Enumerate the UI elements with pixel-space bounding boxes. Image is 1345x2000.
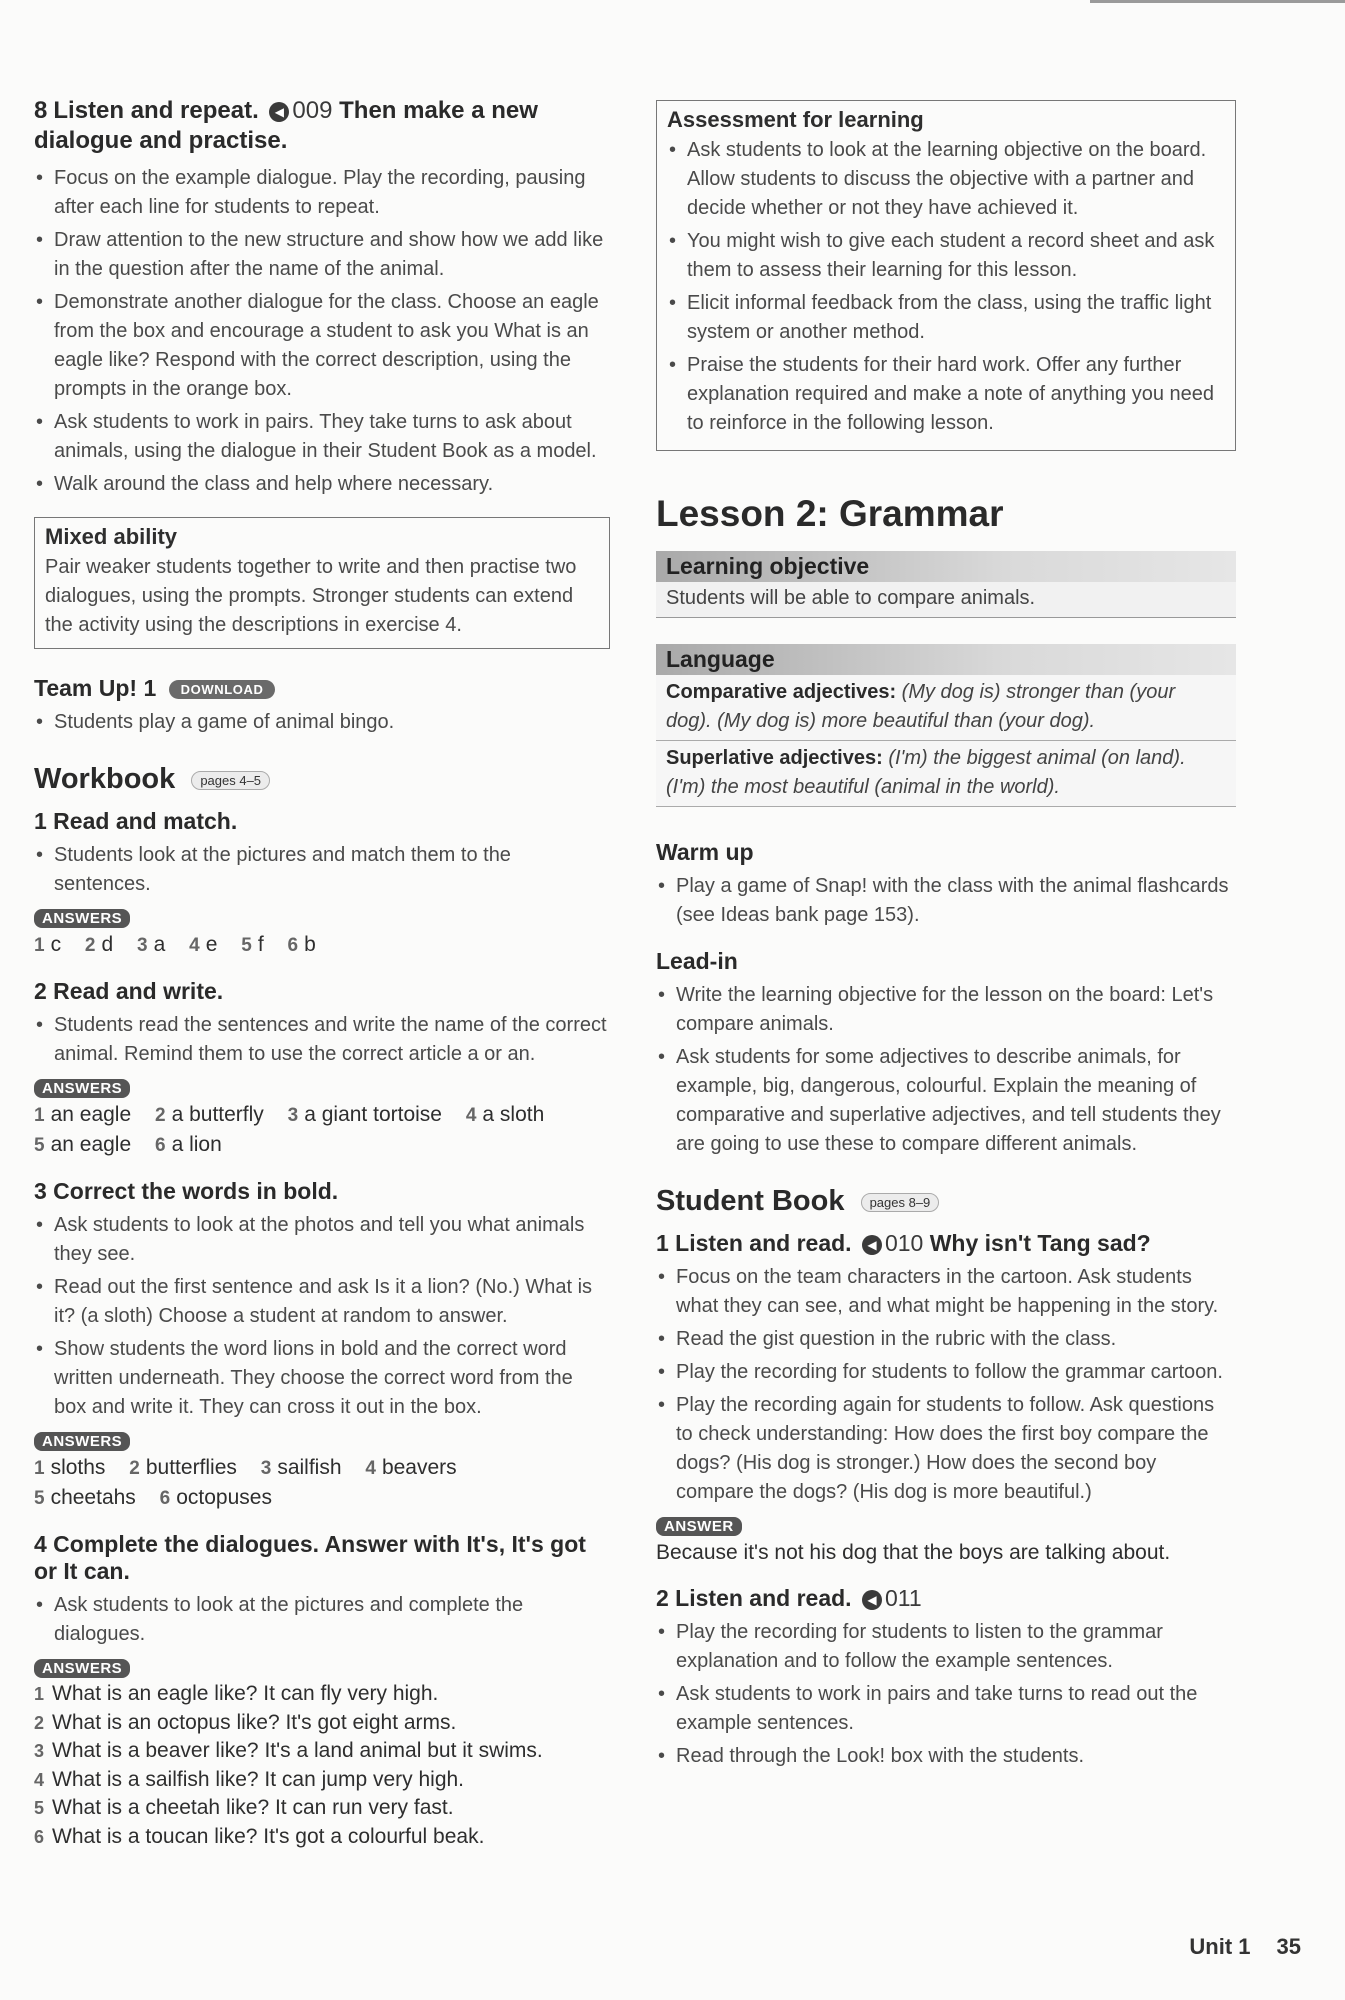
track-number: 011	[884, 1585, 922, 1611]
team-up-heading	[34, 675, 610, 702]
bullet-item: • Students look at the pictures and match them to the sentences.	[34, 841, 610, 899]
left-column	[34, 96, 610, 1851]
bullet-item: • Write the learning objective for the lesson on the board: Let's compare animals.	[656, 981, 1236, 1039]
answer-value: c	[50, 933, 62, 956]
answer-number: 1	[34, 1684, 45, 1704]
answer-text: Because it's not his dog that the boys are talking about.	[656, 1541, 1171, 1564]
workbook-exercise-2	[34, 978, 610, 1160]
answer-number: 5	[34, 1135, 45, 1156]
answer-value: a sloth	[482, 1103, 545, 1126]
answer-number: 2	[34, 1712, 45, 1733]
exercise-title-text: 3 Correct the words in	[34, 1178, 284, 1204]
exercise-bullets	[34, 1211, 610, 1422]
bullet-item: • Ask students for some adjectives to describe animals, for example, big, dangerous, colourful. Explain the meaning of comparative and superlative adjectives, and tell students they are going to use these to compare different animals.	[656, 1043, 1236, 1159]
answer-number: 1	[34, 1105, 45, 1126]
exercise-title: 2 Read and write.	[34, 978, 224, 1004]
exercise-bullets	[656, 1618, 1236, 1771]
answer-value: an eagle	[50, 1103, 132, 1126]
answer-value: f	[257, 933, 264, 956]
answers-badge: ANSWERS	[34, 1659, 130, 1678]
exercise-title-cont: Then make a new dialogue and practise.	[34, 97, 538, 154]
exercise-8-bullets	[34, 164, 610, 499]
bullet-item: • Ask students to look at the learning objective on the board. Allow students to discuss the objective with a partner and decide whether or not they have achieved it.	[667, 136, 1225, 223]
bullet-item: • Elicit informal feedback from the class, using the traffic light system or another method.	[667, 289, 1225, 347]
answer-number: 2	[155, 1105, 166, 1126]
language-box	[656, 644, 1236, 807]
bullet-item: • Walk around the class and help where necessary.	[34, 470, 610, 499]
answer-number: 4	[465, 1105, 477, 1126]
learning-objective-box	[656, 551, 1236, 618]
exercise-8	[34, 96, 610, 499]
answer-item	[34, 1737, 610, 1766]
exercise-title: 2 Listen and read.	[656, 1585, 852, 1611]
answers-badge: ANSWERS	[34, 909, 130, 928]
workbook-title: Workbook	[34, 763, 176, 795]
exercise-bullets	[34, 841, 610, 899]
mixed-ability-title: Mixed ability	[45, 524, 178, 549]
answer-item	[34, 1766, 610, 1795]
answer-value: butterflies	[145, 1456, 237, 1479]
answer-number: 3	[260, 1458, 272, 1479]
download-pill[interactable]: DOWNLOAD	[169, 680, 276, 699]
language-example: (I'm) the biggest animal (on land). (I'm) the most beautiful (animal in the world).	[666, 747, 1186, 798]
bullet-item: • Ask students to look at the photos and tell you what animals they see.	[34, 1211, 610, 1269]
workbook-exercise-3	[34, 1178, 610, 1513]
exercise-number: 8	[34, 97, 48, 124]
answer-item	[34, 1709, 610, 1738]
mixed-ability-box	[34, 517, 610, 649]
bullet-item: • Ask students to work in pairs. They take turns to ask about animals, using the dialogue in their Student Book as a model.	[34, 408, 610, 466]
answer-number: 2	[84, 935, 96, 956]
answer-number: 5	[241, 935, 252, 956]
answer-value: octopuses	[176, 1486, 272, 1509]
track-number: 009	[292, 97, 333, 124]
answer-value: a butterfly	[171, 1103, 264, 1126]
student-book-title: Student Book	[656, 1185, 845, 1217]
answer-value: d	[101, 933, 114, 956]
answer-number: 1	[34, 935, 45, 956]
team-up-title: Team Up! 1	[34, 675, 157, 701]
language-label: Comparative adjectives:	[666, 681, 897, 703]
answers-row	[34, 930, 610, 960]
answers-row	[34, 1453, 610, 1483]
answer-number: 6	[159, 1488, 171, 1509]
unit-label: Unit 1	[1189, 1934, 1251, 1959]
audio-icon: ◀	[862, 1235, 882, 1255]
answer-number: 3	[137, 935, 148, 956]
answer-value: a giant tortoise	[304, 1103, 442, 1126]
lesson-title: Lesson 2: Grammar	[656, 493, 1004, 534]
answer-number: 1	[34, 1458, 45, 1479]
answer-value: a lion	[171, 1133, 222, 1156]
bullet-item: • Read through the Look! box with the students.	[656, 1742, 1236, 1771]
answer-value: an eagle	[50, 1133, 132, 1156]
answer-number: 3	[34, 1741, 45, 1761]
assessment-title: Assessment for learning	[667, 107, 924, 132]
team-up-bullets	[34, 708, 610, 737]
track-number: 010	[884, 1230, 924, 1256]
warm-up-title: Warm up	[656, 839, 754, 865]
bullet-item: • Read out the first sentence and ask Is it a lion? (No.) What is it? (a sloth) Choose a student at random to answer.	[34, 1273, 610, 1331]
answer-number: 3	[287, 1105, 299, 1126]
exercise-title-bold: bold.	[283, 1178, 339, 1204]
workbook-heading	[34, 763, 610, 796]
bullet-item: • You might wish to give each student a record sheet and ask them to assess their learning for this lesson.	[667, 227, 1225, 285]
student-book-section	[656, 1185, 1236, 1771]
answer-value: What is an eagle like? It can fly very high.	[52, 1682, 439, 1705]
bullet-item: • Ask students to work in pairs and take turns to read out the example sentences.	[656, 1680, 1236, 1738]
answers-row	[34, 1100, 610, 1130]
answer-number: 5	[34, 1798, 45, 1818]
answer-value: What is an octopus like? It's got eight arms.	[52, 1710, 457, 1734]
answer-number: 4	[34, 1769, 45, 1790]
answer-value: sloths	[50, 1456, 106, 1479]
student-book-pages-pill: pages 8–9	[861, 1193, 940, 1212]
exercise-8-heading	[34, 96, 610, 156]
bullet-item: • Students play a game of animal bingo.	[34, 708, 610, 737]
exercise-title	[34, 1178, 610, 1205]
answers-row	[34, 1483, 610, 1513]
bullet-item: • Demonstrate another dialogue for the class. Choose an eagle from the box and encourage a student to ask you What is an eagle like? Respond with the correct description, using the prompts in the orange box.	[34, 288, 610, 404]
answer-item	[34, 1680, 610, 1709]
page-number: 35	[1276, 1934, 1301, 1959]
bullet-item: • Praise the students for their hard work. Offer any further explanation required and make a note of anything you need to reinforce in the following lesson.	[667, 351, 1225, 438]
answer-value: b	[304, 933, 316, 956]
bullet-item: • Play the recording again for students to follow. Ask questions to check understanding: How does the first boy compare the dogs? (His dog is stronger.) How does the second boy compare the dogs? (His dog is more beautiful.)	[656, 1391, 1236, 1507]
language-row	[656, 675, 1236, 741]
bullet-item: • Play the recording for students to listen to the grammar explanation and to follow the example sentences.	[656, 1618, 1236, 1676]
exercise-title: Listen and repeat.	[53, 97, 259, 124]
exercise-title: 4 Complete the dialogues. Answer with It's, It's got or It can.	[34, 1531, 586, 1584]
answers-row	[34, 1130, 610, 1160]
team-up-section	[34, 675, 610, 737]
answer-number: 4	[189, 935, 200, 956]
language-label: Superlative adjectives:	[666, 747, 883, 769]
answers-badge: ANSWERS	[34, 1079, 130, 1098]
mixed-ability-text: Pair weaker students together to write and then practise two dialogues, using the prompts. Stronger students can extend the activity using the descriptions in exercise 4.	[45, 556, 577, 636]
answer-number: 6	[34, 1826, 45, 1847]
answer-number: 2	[129, 1458, 140, 1479]
bullet-item: • Students read the sentences and write the name of the correct animal. Remind them to use the correct article a or an.	[34, 1011, 610, 1069]
answer-value: e	[205, 933, 218, 956]
learning-objective-text: Students will be able to compare animals.	[656, 582, 1236, 618]
exercise-bullets	[656, 1263, 1236, 1507]
top-rule	[1090, 0, 1345, 3]
student-book-heading	[656, 1185, 1236, 1218]
answer-value: What is a beaver like? It's a land animal but it swims.	[52, 1739, 543, 1762]
language-example: (My dog is) stronger than (your dog). (My dog is) more beautiful than (your dog).	[666, 681, 1176, 732]
answer-item	[34, 1823, 610, 1852]
answers-badge: ANSWERS	[34, 1432, 130, 1451]
assessment-box	[656, 100, 1236, 451]
lead-in-title: Lead-in	[656, 948, 738, 974]
bullet-item: • Show students the word lions in bold and the correct word written underneath. They choose the correct word from the box and write it. They can cross it out in the box.	[34, 1335, 610, 1422]
page-footer	[1189, 1934, 1301, 1960]
answer-value: a	[153, 933, 166, 956]
bullet-item: • Ask students to look at the pictures and complete the dialogues.	[34, 1591, 610, 1649]
assessment-bullets	[667, 136, 1225, 438]
exercise-title-cont: Why isn't Tang sad?	[929, 1230, 1151, 1256]
answer-number: 6	[287, 935, 299, 956]
answers-list	[34, 1680, 610, 1851]
workbook-pages-pill: pages 4–5	[191, 771, 270, 790]
student-book-exercise-2	[656, 1585, 1236, 1771]
answer-number: 6	[155, 1135, 166, 1156]
answer-value: What is a sailfish like? It can jump very high.	[52, 1767, 465, 1791]
answer-item	[34, 1794, 610, 1823]
workbook-section	[34, 763, 610, 1851]
answer-number: 5	[34, 1488, 45, 1509]
right-column	[656, 96, 1236, 1775]
answer-badge: ANSWER	[656, 1517, 742, 1536]
answer-value: beavers	[381, 1456, 457, 1479]
bullet-item: • Play a game of Snap! with the class with the animal flashcards (see Ideas bank page 153).	[656, 872, 1236, 930]
workbook-exercise-4	[34, 1531, 610, 1851]
learning-objective-title: Learning objective	[656, 551, 1236, 582]
bullet-item: • Read the gist question in the rubric with the class.	[656, 1325, 1236, 1354]
language-row	[656, 741, 1236, 807]
exercise-heading	[656, 1230, 1236, 1257]
bullet-item: • Focus on the team characters in the cartoon. Ask students what they can see, and what might be happening in the story.	[656, 1263, 1236, 1321]
answer-value: What is a toucan like? It's got a colourful beak.	[52, 1824, 485, 1848]
exercise-heading	[656, 1585, 1236, 1612]
exercise-title: 1 Read and match.	[34, 808, 238, 834]
answer-value: sailfish	[277, 1456, 342, 1479]
lead-in-bullets	[656, 981, 1236, 1159]
exercise-bullets	[34, 1011, 610, 1069]
answer-value: cheetahs	[50, 1486, 136, 1509]
bullet-item: • Draw attention to the new structure and show how we add like in the question after the name of the animal.	[34, 226, 610, 284]
lead-in-section	[656, 948, 1236, 1159]
warm-up-bullets	[656, 872, 1236, 930]
student-book-exercise-1	[656, 1230, 1236, 1567]
language-title: Language	[656, 644, 1236, 675]
bullet-item: • Focus on the example dialogue. Play the recording, pausing after each line for students to repeat.	[34, 164, 610, 222]
exercise-title: 1 Listen and read.	[656, 1230, 852, 1256]
bullet-item: • Play the recording for students to follow the grammar cartoon.	[656, 1358, 1236, 1387]
answer-number: 4	[365, 1458, 376, 1479]
audio-icon: ◀	[269, 102, 289, 122]
answer-value: What is a cheetah like? It can run very fast.	[52, 1796, 454, 1819]
workbook-exercise-1	[34, 808, 610, 960]
warm-up-section	[656, 839, 1236, 930]
audio-icon: ◀	[862, 1590, 882, 1610]
exercise-bullets	[34, 1591, 610, 1649]
